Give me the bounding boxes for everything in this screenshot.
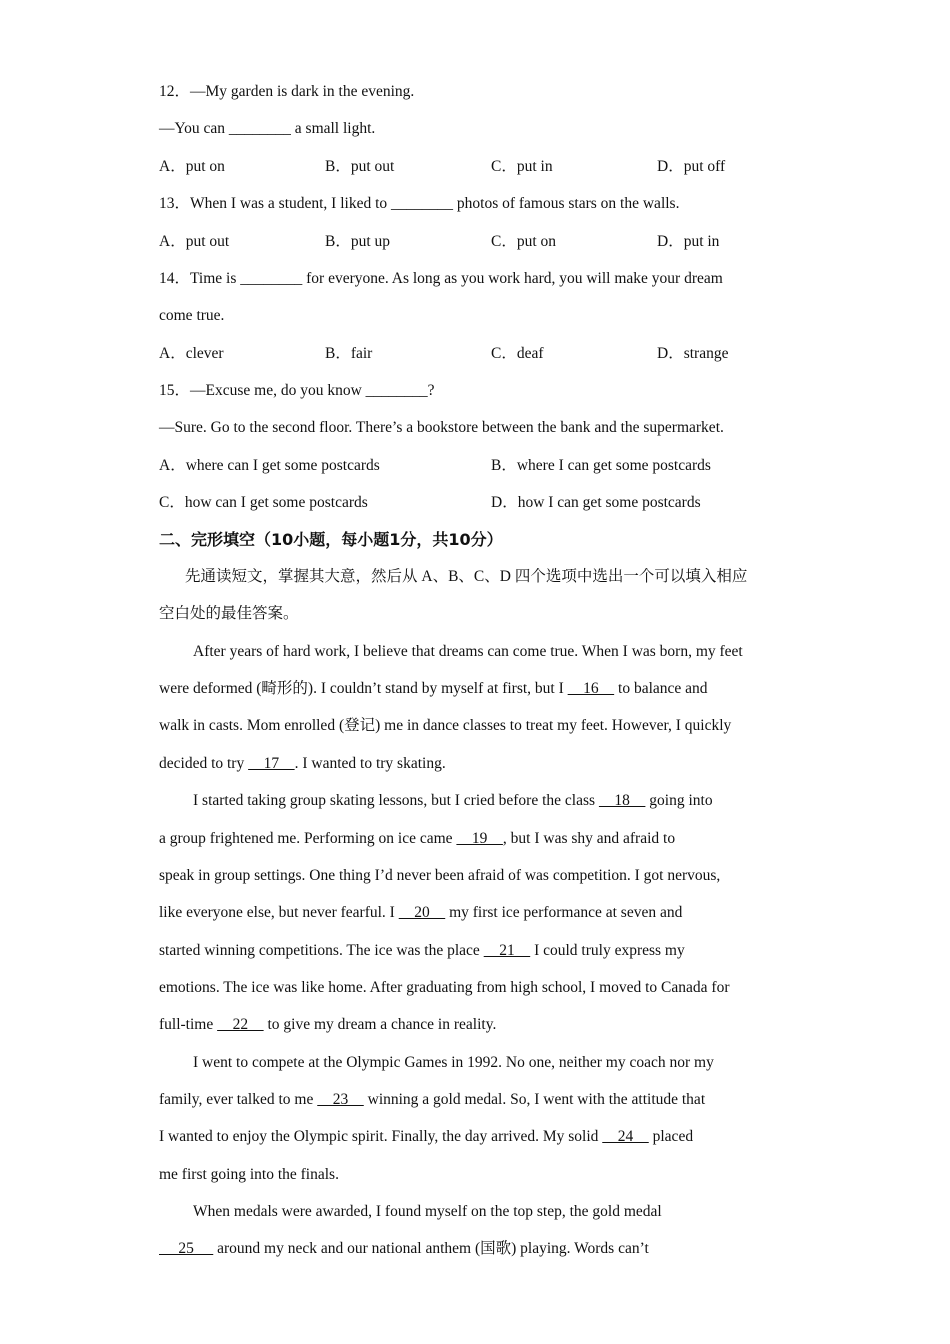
q12-option-a: A．put on bbox=[159, 158, 225, 175]
blank-23: 23 bbox=[317, 1091, 364, 1108]
q15-option-a: A．where can I get some postcards bbox=[159, 457, 380, 474]
passage-text: were deformed (畸形的). I couldn’t stand by myself at first, but I bbox=[159, 680, 568, 697]
blank-20: 20 bbox=[398, 904, 446, 921]
q14-option-a: A．clever bbox=[159, 345, 224, 362]
blank-19: 19 bbox=[456, 830, 503, 847]
q12-reply: —You can ________ a small light. bbox=[159, 120, 376, 137]
q13-stem: 13．When I was a student, I liked to ________ photos of famous stars on the walls. bbox=[159, 195, 680, 212]
q12-option-d: D．put off bbox=[657, 158, 726, 175]
section2-instruction-line2: 空白处的最佳答案。 bbox=[159, 605, 299, 622]
blank-24: 24 bbox=[602, 1128, 649, 1145]
section2-heading: 二、完形填空（10小题，每小题1分，共10分） bbox=[159, 530, 503, 549]
passage-text: started winning competitions. The ice was the place bbox=[159, 942, 484, 959]
blank-17: 17 bbox=[248, 755, 295, 772]
q13-option-d: D．put in bbox=[657, 233, 720, 250]
q14-option-b: B．fair bbox=[325, 345, 373, 362]
passage-text: placed bbox=[648, 1128, 694, 1145]
blank-22: 22 bbox=[217, 1016, 264, 1033]
passage-line bbox=[159, 754, 446, 774]
passage-line bbox=[159, 1239, 649, 1259]
blank-18: 18 bbox=[598, 792, 646, 809]
passage-line: emotions. The ice was like home. After graduating from high school, I moved to Canada for bbox=[159, 979, 730, 996]
blank-25: 25 bbox=[159, 1240, 214, 1257]
passage-line: walk in casts. Mom enrolled (登记) me in dance classes to treat my feet. However, I quickly bbox=[159, 717, 732, 734]
passage-line bbox=[159, 1015, 496, 1035]
passage-line bbox=[159, 1090, 705, 1110]
passage-line: When medals were awarded, I found myself on the top step, the gold medal bbox=[193, 1203, 662, 1220]
passage-text: around my neck and our national anthem (国歌) playing. Words can’t bbox=[213, 1240, 649, 1257]
passage-line bbox=[159, 829, 675, 849]
q12-option-c: C．put in bbox=[491, 158, 553, 175]
passage-line bbox=[159, 903, 682, 923]
passage-text: . I wanted to try skating. bbox=[294, 755, 446, 772]
q13-option-c: C．put on bbox=[491, 233, 557, 250]
passage-text: decided to try bbox=[159, 755, 249, 772]
passage-line bbox=[159, 941, 685, 961]
passage-text: to balance and bbox=[614, 680, 708, 697]
q14-option-c: C．deaf bbox=[491, 345, 544, 362]
blank-21: 21 bbox=[483, 942, 531, 959]
passage-text: family, ever talked to me bbox=[159, 1091, 318, 1108]
passage-line: After years of hard work, I believe that dreams can come true. When I was born, my feet bbox=[193, 643, 743, 660]
section2-instruction-line1: 先通读短文，掌握其大意，然后从 A、B、C、D 四个选项中选出一个可以填入相应 bbox=[185, 568, 748, 585]
passage-text: I started taking group skating lessons, but I cried before the class bbox=[193, 792, 599, 809]
q13-option-a: A．put out bbox=[159, 233, 230, 250]
passage-text: full-time bbox=[159, 1016, 218, 1033]
q14-stem-line2: come true. bbox=[159, 307, 225, 324]
passage-text: I could truly express my bbox=[530, 942, 685, 959]
q15-option-c: C．how can I get some postcards bbox=[159, 494, 368, 511]
q12-stem: 12．—My garden is dark in the evening. bbox=[159, 83, 415, 100]
passage-line bbox=[159, 1127, 693, 1147]
q15-option-d: D．how I can get some postcards bbox=[491, 494, 701, 511]
blank-16: 16 bbox=[567, 680, 615, 697]
passage-line bbox=[193, 791, 713, 811]
passage-text: winning a gold medal. So, I went with the attitude that bbox=[363, 1091, 706, 1108]
q13-option-b: B．put up bbox=[325, 233, 391, 250]
q15-option-b: B．where I can get some postcards bbox=[491, 457, 711, 474]
passage-text: I wanted to enjoy the Olympic spirit. Finally, the day arrived. My solid bbox=[159, 1128, 603, 1145]
passage-line: I went to compete at the Olympic Games in 1992. No one, neither my coach nor my bbox=[193, 1054, 714, 1071]
passage-line bbox=[159, 679, 708, 699]
q15-reply: —Sure. Go to the second floor. There’s a bookstore between the bank and the supermarket. bbox=[159, 419, 724, 436]
q15-stem: 15．—Excuse me, do you know ________? bbox=[159, 382, 435, 399]
passage-text: a group frightened me. Performing on ice came bbox=[159, 830, 457, 847]
passage-text: , but I was shy and afraid to bbox=[502, 830, 676, 847]
passage-line: me first going into the finals. bbox=[159, 1166, 339, 1183]
q12-option-b: B．put out bbox=[325, 158, 395, 175]
q14-option-d: D．strange bbox=[657, 345, 729, 362]
passage-text: like everyone else, but never fearful. I bbox=[159, 904, 399, 921]
passage-text: going into bbox=[645, 792, 713, 809]
q14-stem-line1: 14．Time is ________ for everyone. As long as you work hard, you will make your dream bbox=[159, 270, 723, 287]
passage-text: my first ice performance at seven and bbox=[445, 904, 683, 921]
passage-text: to give my dream a chance in reality. bbox=[263, 1016, 497, 1033]
passage-line: speak in group settings. One thing I’d never been afraid of was competition. I got nervous, bbox=[159, 867, 721, 884]
